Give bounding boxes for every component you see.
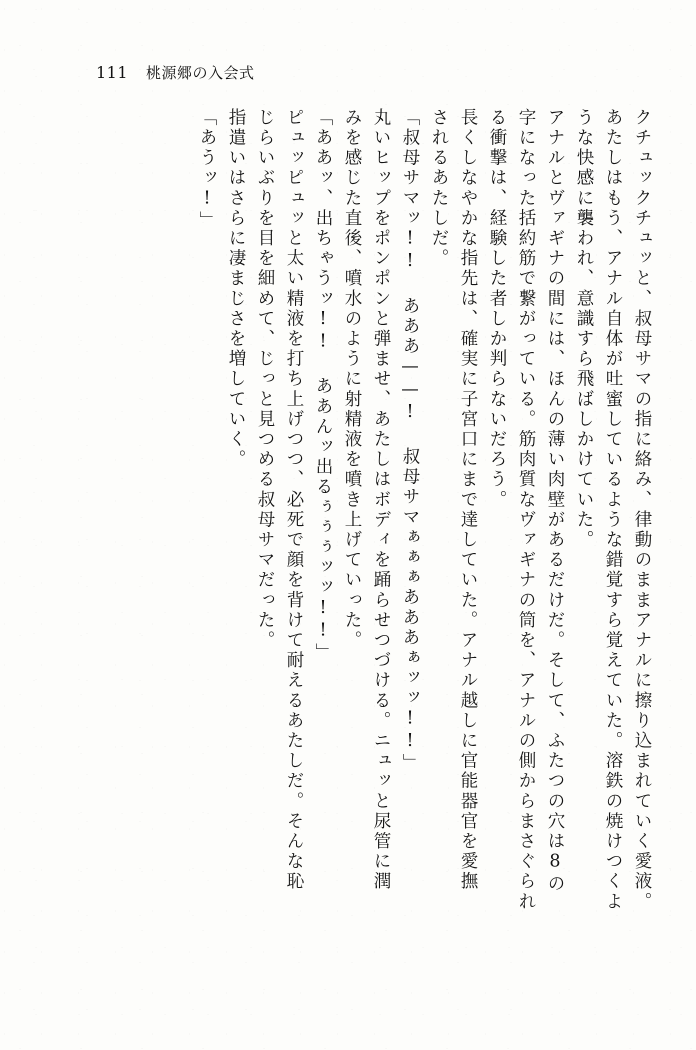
text-column: 長くしなやかな指先は、確実に子宮口にまで達していた。アナル越しに官能器官を愛撫 xyxy=(458,108,478,892)
text-column: 「叔母サマッ!! あああ——! 叔母サマぁぁぁあああぁッッ!!」 xyxy=(400,108,420,774)
text-column: 指遣いはさらに凄まじさを増していく。 xyxy=(226,108,246,470)
text-column: る衝撃は、経験した者しか判らないだろう。 xyxy=(487,108,507,510)
text-column: あたしはもう、アナル自体が吐蜜しているような錯覚すら覚えていた。溶鉄の焼けつくよ xyxy=(603,108,623,912)
text-column: 丸いヒップをポンポンと弾ませ、あたしはボディを踊らせつづける。ニュッと尿管に潤 xyxy=(371,108,391,892)
running-head xyxy=(96,62,255,83)
text-column: 「ああッ、出ちゃうッ!! ああんッ出るぅぅぅッッ!!」 xyxy=(313,108,333,664)
body-text xyxy=(52,108,650,1008)
page-number: 111 xyxy=(96,63,129,82)
text-column: アナルとヴァギナの間には、ほんの薄い肉壁があるだけだ。そして、ふたつの穴は8の xyxy=(545,108,565,895)
text-column: 「あうッ!」 xyxy=(197,108,217,232)
text-column: 字になった括約筋で繋がっている。筋肉質なヴァギナの筒を、アナルの側からまさぐられ xyxy=(516,108,536,912)
running-title: 桃源郷の入会式 xyxy=(146,64,255,82)
text-column: じらいぶりを目を細めて、じっと見つめる叔母サマだった。 xyxy=(255,108,275,651)
text-column: ピュッピュッと太い精液を打ち上げつつ、必死で顔を背けて耐えるあたしだ。そんな恥 xyxy=(284,108,304,892)
text-column: うな快感に襲われ、意識すら飛ばしかけていた。 xyxy=(574,108,594,551)
text-column: されるあたしだ。 xyxy=(429,108,449,269)
text-column: クチュックチュッと、叔母サマの指に絡み、律動のままアナルに擦り込まれていく愛液。 xyxy=(632,108,652,912)
text-column: みを感じた直後、噴水のように射精液を噴き上げていった。 xyxy=(342,108,362,651)
